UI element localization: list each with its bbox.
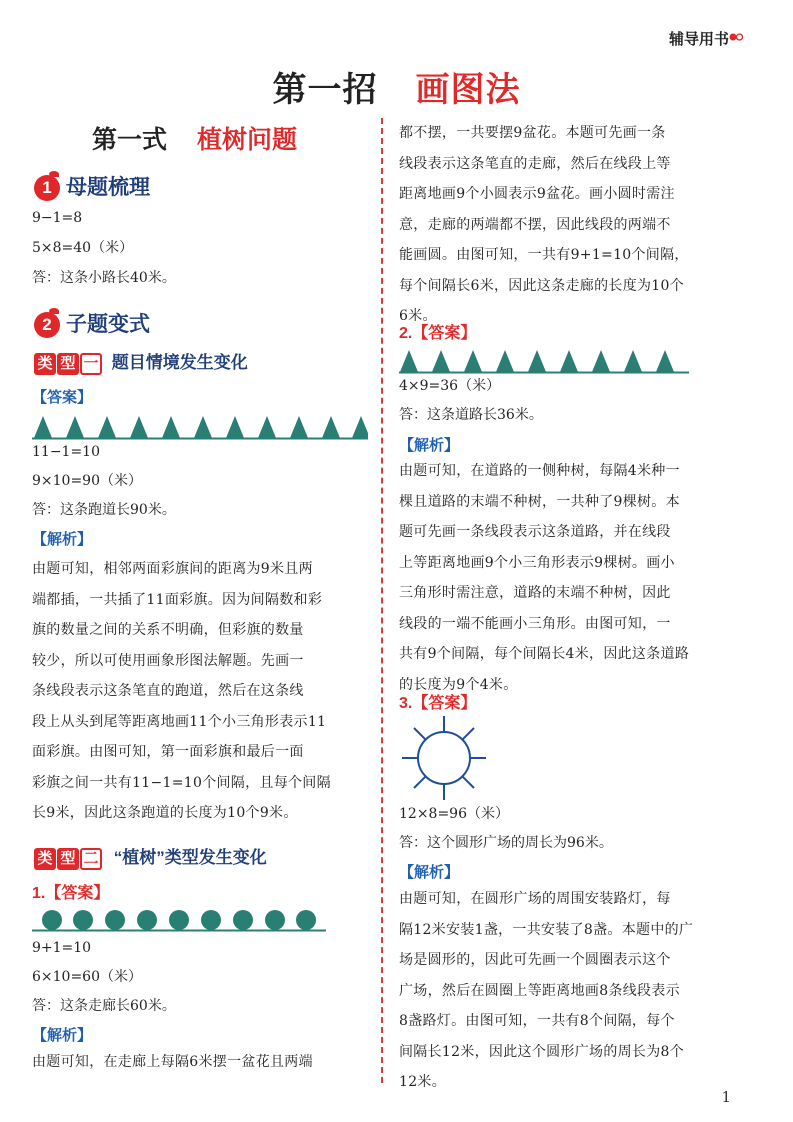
type2-char-3: 二 [80,848,102,870]
q3-line-1: 12×8=96（米） [399,806,509,822]
type2-char-2: 型 [57,848,79,870]
type1-analysis-line: 长9米，因此这条跑道的长度为10个9米。 [32,805,298,821]
q3-analysis-line: 广场，然后在圆圈上等距离地画8条线段表示 [399,982,680,999]
type2-char-1: 类 [34,848,56,870]
type2-line-1: 9+1=10 [32,940,92,956]
type1-answer-label: 【答案】 [32,389,93,406]
q2-line-1: 4×9=36（米） [399,378,501,394]
badge-1-icon: 1 [34,175,60,201]
mother-line-2: 5×8=40（米） [32,240,134,256]
type1-line-2: 9×10=90（米） [32,473,142,489]
section-title-part1: 第一式 [92,126,168,154]
type2-title: “植树”类型发生变化 [113,848,267,867]
child-heading [34,308,150,338]
type1-line-3: 答：这条跑道长90米。 [32,502,176,518]
section-title [92,120,297,156]
main-title-part2: 画图法 [415,71,521,109]
q2-answer-label: 【答案】 [412,325,477,342]
main-title [0,62,793,111]
q2-analysis-line: 线段的一端不能画小三角形。由图可知，一 [399,615,671,632]
q3-analysis-line: 间隔长12米，因此这个圆形广场的周长为8个 [399,1043,685,1060]
q2-analysis-line: 上等距离地画9个小三角形表示9棵树。画小 [399,554,675,571]
type1-analysis-line: 旗的数量之间的关系不明确，但彩旗的数量 [32,622,304,638]
header-dots-icon [729,33,743,41]
type1-analysis-line: 段上从头到尾等距离地画11个小三角形表示11 [32,713,327,730]
right-cont-line: 6米。 [399,308,437,324]
q2-answer-heading [399,320,476,343]
mother-title: 母题梳理 [66,176,150,199]
q2-analysis-line: 棵且道路的末端不种树，一共种了9棵树。本 [399,493,680,510]
q2-analysis-label: 【解析】 [399,437,460,454]
q3-analysis-label: 【解析】 [399,864,460,881]
child-title: 子题变式 [66,313,150,336]
q3-circle-lamp-diagram [398,712,490,804]
type2-line-2: 6×10=60（米） [32,969,142,985]
q1-circle-diagram [32,908,326,934]
q2-analysis [399,456,737,700]
q3-analysis-line: 由题可知，在圆形广场的周围安装路灯，每 [399,891,671,907]
q3-analysis [399,884,737,1098]
type1-title: 题目情境发生变化 [111,353,248,372]
type1-char-3: 一 [80,353,102,375]
type1-analysis-line: 条线段表示这条笔直的跑道，然后在这条线 [32,683,304,699]
q3-analysis-line: 12米。 [399,1074,447,1090]
q3-line-2: 答：这个圆形广场的周长为96米。 [399,835,613,851]
q2-tree-diagram [399,348,689,374]
type1-analysis-line: 较少，所以可使用画象形图法解题。先画一 [32,652,304,669]
q1-answer-heading [32,880,109,903]
section-title-part2: 植树问题 [197,126,298,154]
q2-line-2: 答：这条道路长36米。 [399,407,543,423]
type1-line-1: 11−1=10 [32,444,100,460]
q3-answer-label: 【答案】 [412,695,477,712]
mother-line-3: 答：这条小路长40米。 [32,270,176,286]
type2-heading [34,843,267,870]
mother-heading [34,171,150,201]
q1-number: 1. [32,885,46,902]
type2-analysis-first: 由题可知，在走廊上每隔6米摆一盆花且两端 [32,1054,313,1070]
right-cont-line: 能画圆。由图可知，一共有9+1=10个间隔， [399,247,689,263]
type1-heading [34,348,248,375]
main-title-part1: 第一招 [272,71,378,109]
q2-analysis-line: 题可先画一条线段表示这条道路，并在线段 [399,524,671,540]
right-cont-line: 意，走廊的两端都不摆，因此线段的两端不 [399,216,671,233]
type1-analysis-line: 面彩旗。由图可知，第一面彩旗和最后一面 [32,744,304,760]
q3-number: 3. [399,695,413,712]
q1-answer-label: 【答案】 [45,885,110,902]
q2-analysis-line: 的长度为9个4米。 [399,676,518,693]
q3-analysis-line: 8盏路灯。由图可知，一共有8个间隔，每个 [399,1013,675,1029]
q3-analysis-line: 隔12米安装1盏，一共安装了8盏。本题中的广 [399,921,694,938]
type1-char-2: 型 [57,353,79,375]
type1-analysis-line: 端都插，一共插了11面彩旗。因为间隔数和彩 [32,591,323,608]
type1-analysis-line: 彩旗之间一共有11−1=10个间隔，且每个间隔 [32,774,331,791]
badge-2-icon: 2 [34,312,60,338]
q2-analysis-line: 三角形时需注意，道路的末端不种树，因此 [399,585,671,601]
q3-analysis-line: 场是圆形的，因此可先画一个圆圈表示这个 [399,952,671,968]
type2-analysis-label: 【解析】 [32,1027,93,1044]
right-cont-line: 线段表示这条笔直的走廊，然后在线段上等 [399,155,671,172]
q2-analysis-line: 共有9个间隔，每个间隔长4米，因此这条道路 [399,646,690,662]
right-cont-line: 都不摆，一共要摆9盆花。本题可先画一条 [399,125,666,141]
q3-answer-heading [399,690,476,713]
type1-flag-diagram [32,414,368,440]
right-continuation [399,118,737,332]
mother-line-1: 9−1=8 [32,210,83,226]
type1-analysis-line: 由题可知，相邻两面彩旗间的距离为9米且两 [32,561,313,577]
column-divider [381,118,383,1083]
page-number: 1 [721,1088,731,1106]
type2-line-3: 答：这条走廊长60米。 [32,998,176,1014]
right-cont-line: 每个间隔长6米，因此这条走廊的长度为10个 [399,277,685,294]
right-cont-line: 距离地画9个小圆表示9盆花。画小圆时需注 [399,186,675,202]
type1-analysis-label: 【解析】 [32,531,93,548]
q2-analysis-line: 由题可知，在道路的一侧种树，每隔4米种一 [399,463,680,479]
type1-char-1: 类 [34,353,56,375]
header-tag: 辅导用书 [668,31,729,48]
q2-number: 2. [399,325,413,342]
type1-analysis [32,554,368,829]
